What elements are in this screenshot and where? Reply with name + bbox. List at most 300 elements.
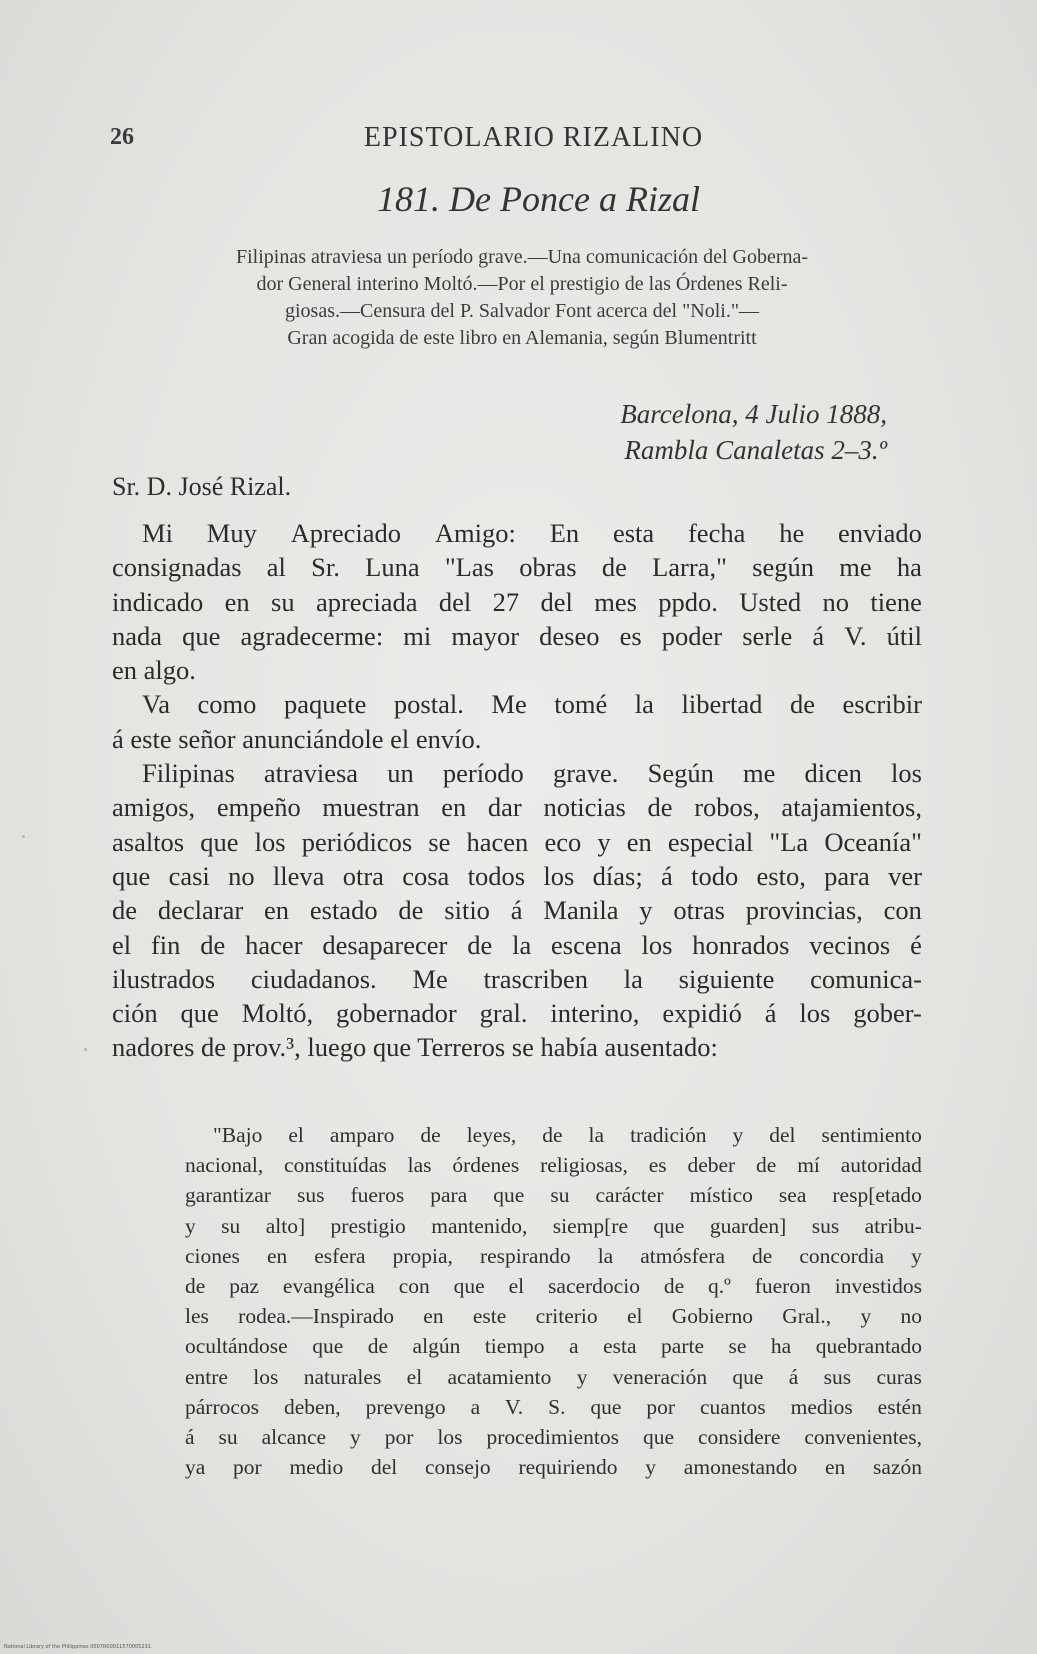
word: no [822,586,849,617]
word: párrocos [185,1394,260,1419]
body-line [112,790,922,824]
word: Oceanía" [824,826,922,857]
word: algún [412,1334,461,1359]
word: la [597,1243,614,1268]
word: y [911,1243,922,1268]
word: mayor [451,620,520,651]
word: cosa [402,860,450,891]
quote-line [185,1452,922,1482]
word: prevengo [365,1394,446,1419]
word: Usted [739,586,802,617]
word: que [182,620,221,651]
word: tiempo [484,1334,545,1359]
dateline [620,396,887,468]
word: constituídas [284,1153,387,1178]
word: que [200,826,239,857]
word: dar [487,792,522,823]
word: libertad [681,689,763,720]
word: de [420,1123,441,1147]
word: naturales [303,1364,382,1389]
scan-speck [84,1048,87,1051]
word: gober- [853,998,922,1029]
word: agradecerme: [240,620,384,651]
word: los [437,1425,463,1450]
word: parte [661,1334,704,1359]
word: ha [896,552,922,583]
addressee: Sr. D. José Rizal. [112,472,292,501]
word: ya [185,1455,206,1480]
word: sus [811,1213,840,1238]
word: curas [876,1364,922,1389]
word: el [508,1274,525,1299]
word: investidos [834,1274,922,1299]
word: casi [168,860,210,891]
word: del [370,1455,398,1480]
word: sentimiento [821,1123,922,1147]
word: criterio [535,1304,598,1329]
word: requiriendo [518,1455,618,1480]
word: con [398,1274,430,1299]
word: eco [544,826,582,857]
word: de [112,895,138,926]
word: siguiente [678,963,775,994]
word: resp[etado [832,1183,922,1208]
word: no [900,1304,922,1329]
quote-line [185,1211,922,1241]
word: este [472,1304,507,1329]
word: escribir [842,689,922,720]
word: religiosas, [540,1153,628,1178]
word: por [646,1394,676,1419]
word: especial [667,826,754,857]
word: prestigio [330,1213,406,1238]
word: quebrantado [815,1334,922,1359]
word: para [824,860,870,891]
word: me [742,758,776,789]
word: atajamientos, [781,792,922,823]
body-line [112,996,922,1030]
word: a [569,1334,579,1359]
word: expidió [662,998,742,1029]
body-line [112,619,922,653]
word: les [185,1304,209,1329]
word: á [510,895,523,926]
word: y [645,1455,657,1480]
word: autoridad [840,1153,922,1178]
word: guarden] [709,1213,787,1238]
word: tradición [630,1123,707,1147]
word: de [542,1123,563,1147]
body-line [112,516,922,550]
word: de [367,1334,389,1359]
word: robos, [694,792,760,823]
word: útil [886,620,922,651]
word: hacen [466,826,529,857]
word: Amigo: [434,518,516,548]
word: desaparecer [322,929,448,960]
word: mes [594,586,637,617]
word: amparo [329,1123,395,1147]
word: alto] [265,1213,306,1238]
word: honrados [692,929,790,960]
word: de [398,895,424,926]
word: que [312,1334,344,1359]
word: evangélica [282,1274,375,1299]
word: fecha [687,518,746,548]
word: todos [467,860,526,891]
word: los [799,998,831,1029]
letter-summary [112,244,932,352]
word: de [663,1274,685,1299]
word: de [752,1243,773,1268]
page-number: 26 [110,124,134,150]
word: empeño [216,792,301,823]
summary-line: Filipinas atraviesa un período grave.—Una comunicación del Goberna- [235,246,809,268]
dateline-place-date: Barcelona, 4 Julio 1888, [620,399,887,429]
word: del [540,586,573,617]
word: la [634,689,654,720]
word: comunica- [810,963,922,994]
word: é [910,929,922,960]
word: su [221,1213,241,1238]
letter-body [112,516,922,1065]
word: es [648,1153,667,1178]
word: hacer [245,929,303,960]
word: consejo [425,1455,491,1480]
word: á [788,1364,799,1389]
word: noticias [543,792,626,823]
word: atribu- [864,1213,922,1238]
summary-line: dor General interino Moltó.—Por el prestigio de las Órdenes Reli- [256,273,788,295]
body-line: en algo. [112,655,196,686]
word: en [423,1304,444,1329]
word: que [453,1274,485,1299]
word: el [112,929,132,960]
word: y [860,1304,872,1329]
word: "Las [444,552,494,583]
word: según [752,552,814,583]
word: de [601,552,627,583]
word: fueros [350,1183,405,1208]
word: su [218,1425,238,1450]
word: órdenes [452,1153,520,1178]
word: estado [309,895,378,926]
word: leyes, [466,1123,517,1147]
word: no [228,860,255,891]
word: Gobierno [671,1304,753,1329]
word: "La [769,826,809,857]
word: Larra," [652,552,727,583]
word: he [779,518,805,548]
word: sitio [444,895,490,926]
word: su [550,1183,570,1208]
word: los [254,826,286,857]
word: V. [844,620,867,651]
word: 27 [492,586,520,617]
word: Me [491,689,527,720]
word: periódicos [301,826,413,857]
word: Luna [365,552,420,583]
word: deber [687,1153,736,1178]
word: del [438,586,472,617]
word: propia, [392,1243,453,1268]
word: que [590,1394,622,1419]
scan-credit: National Library of the Philippines 0007R00011570005231 [4,1644,151,1650]
word: dicen [804,758,862,789]
word: consignadas [112,552,242,583]
body-line [112,962,922,996]
dateline-address: Rambla Canaletas 2–3.º [624,435,887,465]
word: á [812,620,825,651]
word: otras [673,895,725,926]
word: veneración [612,1364,708,1389]
word: lleva [272,860,325,891]
quote-line [185,1180,922,1210]
word: obras [519,552,577,583]
word: poder [661,620,723,651]
word: Mi [142,518,173,548]
body-line [112,687,922,721]
word: Apreciado [290,518,402,548]
quote-line [185,1301,922,1331]
word: Manila [543,895,619,926]
word: Moltó, [241,998,314,1029]
word: asaltos [112,826,185,857]
word: por [233,1455,262,1480]
word: se [428,826,451,857]
word: mí [797,1153,820,1178]
word: apreciada [315,586,418,617]
word: atmósfera [640,1243,726,1268]
word: enviado [838,518,922,548]
word: esto, [756,860,806,891]
word: en [266,1243,288,1268]
word: su [271,586,295,617]
word: Muy [206,518,257,548]
word: se [728,1334,747,1359]
word: sazón [873,1455,922,1480]
body-line [112,928,922,962]
word: la [623,963,643,994]
word: ciudadanos. [250,963,377,994]
word: fin [150,929,181,960]
word: "Bajo [213,1123,263,1147]
word: la [588,1123,605,1147]
word: esta [603,1334,637,1359]
word: garantizar [185,1183,271,1208]
word: entre [185,1364,228,1389]
word: para [430,1183,468,1208]
word: á [764,998,777,1029]
word: procedimientos [486,1425,619,1450]
word: Me [412,963,448,994]
word: declarar [157,895,244,926]
quote-line [185,1120,922,1150]
word: de [200,929,226,960]
word: de [756,1153,777,1178]
body-line [112,756,922,790]
word: paz [229,1274,260,1299]
word: tomé [554,689,608,720]
word: á [661,860,673,891]
word: mi [403,620,432,651]
word: que [112,860,151,891]
word: cuantos [700,1394,766,1419]
word: mantenido, [431,1213,528,1238]
word: que [493,1183,525,1208]
word: grave. [552,758,619,789]
word: y [732,1123,744,1147]
word: amigos, [112,792,196,823]
word: q.º [708,1274,731,1299]
word: respirando [479,1243,571,1268]
body-line: nadores de prov.³, luego que Terreros se había ausentado: [112,1032,718,1063]
word: de [467,929,493,960]
word: en [441,792,467,823]
word: al [266,552,286,583]
word: los [543,860,575,891]
word: y [597,826,611,857]
word: acatamiento [447,1364,552,1389]
word: en [825,1455,846,1480]
word: que [732,1364,764,1389]
quote-line [185,1271,922,1301]
word: esta [612,518,655,548]
word: me [839,552,872,583]
word: muestran [322,792,420,823]
word: Sr. [311,552,340,583]
word: alcance [261,1425,327,1450]
word: Gral., [782,1304,832,1329]
summary-line: Gran acogida de este libro en Alemania, según Blumentritt [287,327,757,349]
word: místico [689,1183,753,1208]
word: días; [592,860,643,891]
quote-line [185,1362,922,1392]
word: período [442,758,524,789]
word: atraviesa [263,758,359,789]
word: postal. [393,689,464,720]
word: medio [289,1455,344,1480]
word: medios [790,1394,853,1419]
word: amonestando [683,1455,798,1480]
body-line [112,825,922,859]
word: que [653,1213,685,1238]
word: es [619,620,642,651]
word: todo [691,860,739,891]
word: vecinos [809,929,891,960]
word: considere [697,1425,781,1450]
word: la [512,929,532,960]
word: rodea.—Inspirado [238,1304,394,1329]
word: ción [112,998,158,1029]
word: y [576,1364,588,1389]
word: otra [342,860,384,891]
word: por [384,1425,414,1450]
word: que [642,1425,675,1450]
word: las [407,1153,432,1178]
word: tiene [870,586,922,617]
word: nacional, [185,1153,264,1178]
word: deseo [539,620,600,651]
word: esfera [314,1243,366,1268]
word: estén [877,1394,922,1419]
word: Va [142,689,170,720]
word: concordia [799,1243,885,1268]
word: de [647,792,673,823]
word: y [350,1425,361,1450]
word: que [180,998,219,1029]
word: siemp[re [552,1213,628,1238]
word: deben, [283,1394,341,1419]
running-head: EPISTOLARIO RIZALINO [363,122,704,153]
word: Según [647,758,714,789]
word: gobernador [336,998,457,1029]
word: sea [778,1183,807,1208]
word: ocultándose [185,1334,288,1359]
body-line [112,550,922,584]
word: á [185,1425,195,1450]
word: sus [823,1364,852,1389]
word: ciones [185,1243,240,1268]
word: el [288,1123,304,1147]
word: serle [742,620,793,651]
word: de [789,689,815,720]
quoted-communication [185,1120,922,1482]
word: En [549,518,580,548]
word: carácter [595,1183,664,1208]
word: Filipinas [142,758,235,789]
body-line [112,893,922,927]
word: convenientes, [804,1425,922,1450]
word: y [185,1213,196,1238]
word: gral. [479,998,528,1029]
summary-line: giosas.—Censura del P. Salvador Font acerca del "Noli."— [284,300,759,322]
quote-line [185,1331,922,1361]
quote-line [185,1241,922,1271]
word: V. [505,1394,524,1419]
word: los [641,929,673,960]
word: fueron [754,1274,811,1299]
word: paquete [283,689,367,720]
word: provincias, [745,895,863,926]
word: en [224,586,250,617]
word: ver [888,860,922,891]
body-line: á este señor anunciándole el envío. [112,723,482,754]
word: ilustrados [112,963,216,994]
word: el [626,1304,643,1329]
word: en [626,826,652,857]
word: en [264,895,290,926]
word: los [891,758,922,789]
word: ppdo. [658,586,718,617]
word: y [639,895,653,926]
word: un [387,758,414,789]
word: indicado [112,586,204,617]
word: del [769,1123,796,1147]
word: sus [296,1183,325,1208]
quote-line [185,1392,922,1422]
word: el [406,1364,423,1389]
word: sacerdocio [548,1274,640,1299]
body-line [112,585,922,619]
word: de [185,1274,206,1299]
word: interino, [550,998,640,1029]
quote-line [185,1150,922,1180]
word: con [883,895,922,926]
word: trascriben [483,963,589,994]
scan-speck [22,835,25,838]
quote-line [185,1422,922,1452]
